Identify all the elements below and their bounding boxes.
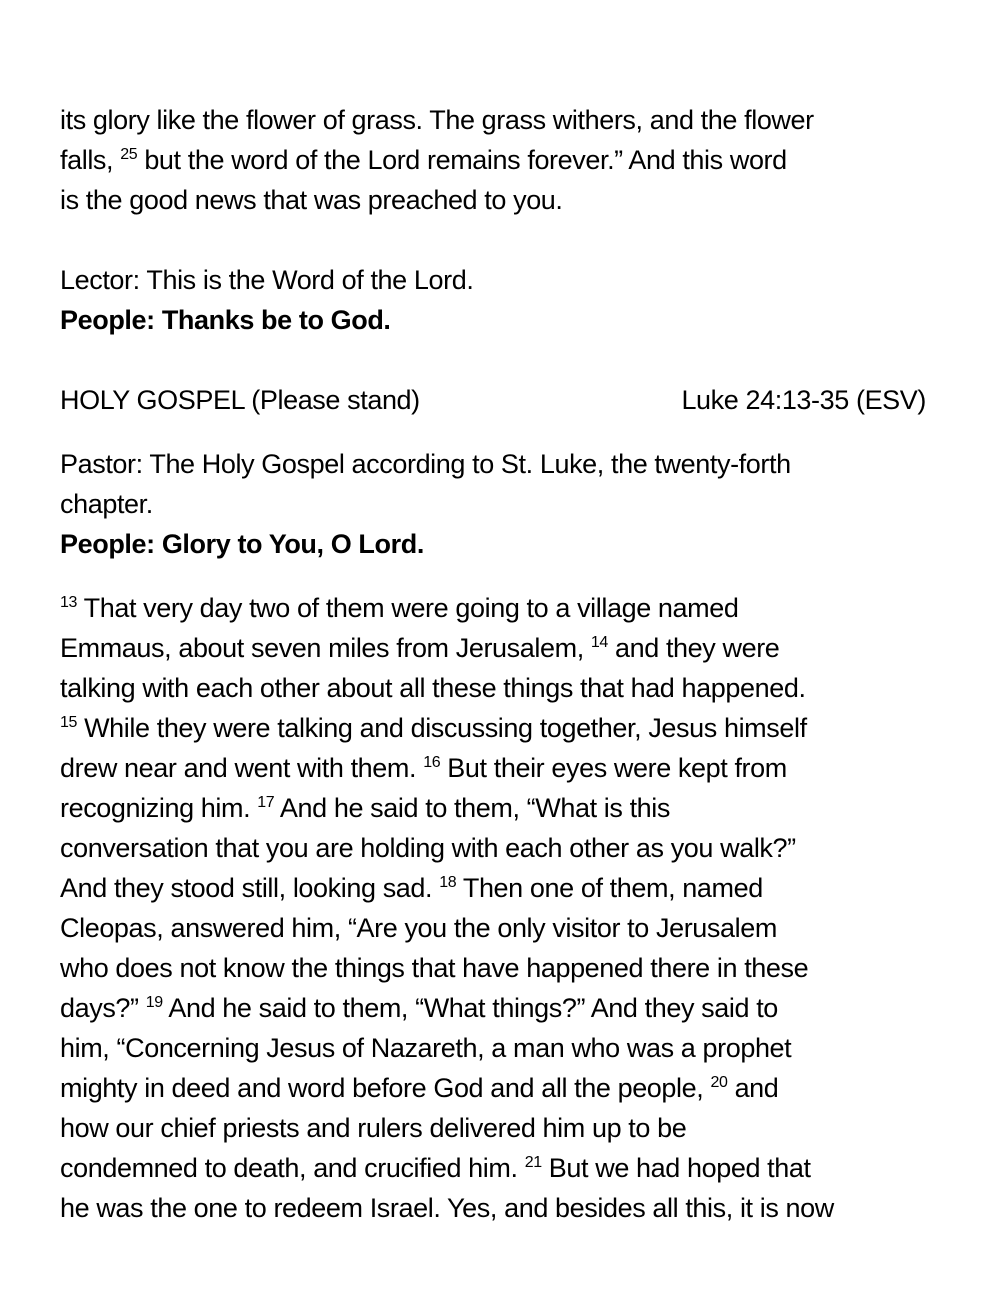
gospel-line [60,792,670,824]
verse-number: 14 [590,634,608,651]
verse-number: 16 [423,754,441,771]
gospel-title: HOLY GOSPEL (Please stand) [60,385,420,415]
people-response: People: Glory to You, O Lord. [60,529,424,559]
line-text: mighty in deed and word before God and all the people, [60,1073,711,1103]
gospel-line [60,992,778,1024]
line-text: But their eyes were kept from [440,753,787,783]
line-text: its glory like the flower of grass. The grass withers, and the flower [60,105,814,135]
reading-line [60,104,814,136]
gospel-line [60,832,796,864]
line-text: That very day two of them were going to a village named [77,593,739,623]
line-text: Then one of them, named [456,873,763,903]
gospel-line [60,632,779,664]
line-text: drew near and went with them. [60,753,424,783]
verse-number: 21 [524,1154,542,1171]
line-text: But we had hoped that [541,1153,811,1183]
pastor-line: Pastor: The Holy Gospel according to St. Luke, the twenty-forth [60,449,791,479]
line-text: falls, [60,145,121,175]
line-text: And they stood still, looking sad. [60,873,440,903]
line-text: he was the one to redeem Israel. Yes, and besides all this, it is now [60,1193,834,1223]
line-text: While they were talking and discussing together, Jesus himself [77,713,807,743]
gospel-reference: Luke 24:13-35 (ESV) [681,385,926,415]
line-text: conversation that you are holding with each other as you walk?” [60,833,796,863]
line-text: And he said to them, “What things?” And they said to [162,993,778,1023]
lector-response: Lector: This is the Word of the Lord. [60,265,474,295]
verse-number: 15 [60,714,77,731]
gospel-line [60,912,777,944]
gospel-line [60,592,738,624]
verse-number: 25 [120,146,138,163]
reading-line [60,144,787,176]
line-text: who does not know the things that have happened there in these [60,953,809,983]
verse-number: 13 [60,594,77,611]
gospel-line [60,712,807,744]
reading-line [60,184,563,216]
gospel-line [60,1072,778,1104]
line-text: condemned to death, and crucified him. [60,1153,525,1183]
verse-number: 18 [439,874,457,891]
line-text: is the good news that was preached to you. [60,185,563,215]
line-text: And he said to them, “What is this [274,793,670,823]
pastor-line: chapter. [60,489,153,519]
verse-number: 17 [257,794,275,811]
line-text: Emmaus, about seven miles from Jerusalem, [60,633,591,663]
gospel-line [60,952,808,984]
gospel-line [60,672,806,704]
gospel-line [60,1192,834,1224]
gospel-line [60,872,763,904]
line-text: Cleopas, answered him, “Are you the only visitor to Jerusalem [60,913,777,943]
gospel-line [60,1032,791,1064]
gospel-line [60,1152,811,1184]
verse-number: 20 [710,1074,728,1091]
line-text: days?” [60,993,146,1023]
line-text: but the word of the Lord remains forever.” And this word [137,145,787,175]
gospel-line [60,752,787,784]
line-text: him, “Concerning Jesus of Nazareth, a man who was a prophet [60,1033,792,1063]
line-text: and they were [607,633,780,663]
verse-number: 19 [145,994,163,1011]
line-text: recognizing him. [60,793,258,823]
people-response: People: Thanks be to God. [60,305,391,335]
line-text: and [727,1073,779,1103]
line-text: talking with each other about all these things that had happened. [60,673,806,703]
line-text: how our chief priests and rulers delivered him up to be [60,1113,687,1143]
gospel-line [60,1112,686,1144]
